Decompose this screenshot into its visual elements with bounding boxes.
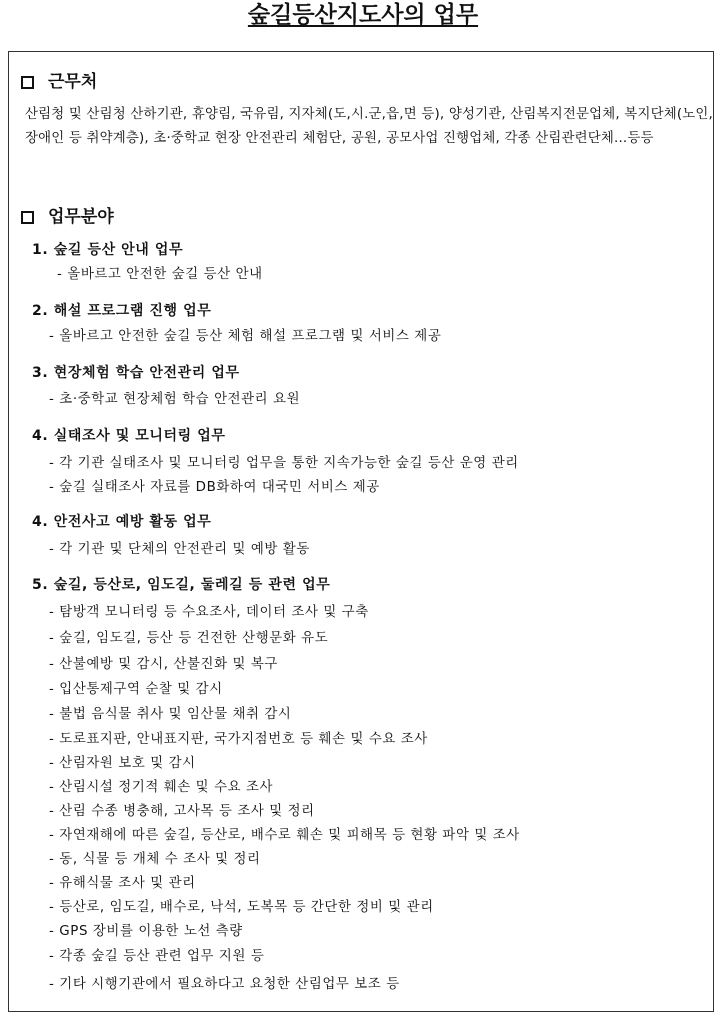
- workplace-heading-text: 근무처: [48, 72, 98, 92]
- duty-list-item: - 탐방객 모니터링 등 수요조사, 데이터 조사 및 구축: [49, 605, 369, 620]
- workplace-text: 산림청 및 산림청 산하기관, 휴양림, 국유림, 지자체(도,시.군,읍,면 등), 양성기관, 산림복지전문업체, 복지단체(노인, 장애인 등 취약계층), 초·중학교 현장 안전관리 체험단, 공원, 공모사업 진행업체, 각종 산림관련단체...등등: [25, 107, 713, 146]
- duty-section-title: 1. 숲길 등산 안내 업무: [32, 242, 184, 258]
- duty-list-item: - 유해식물 조사 및 관리: [49, 876, 196, 891]
- duty-list-item: - 도로표지판, 안내표지판, 국가지점번호 등 훼손 및 수요 조사: [49, 732, 428, 747]
- duties-heading-text: 업무분야: [48, 207, 114, 227]
- content-box: [8, 51, 714, 1012]
- checkbox-square-icon: [21, 211, 34, 224]
- duty-list-item: - 등산로, 임도길, 배수로, 낙석, 도복목 등 간단한 정비 및 관리: [49, 900, 434, 915]
- duty-section-title: 2. 해설 프로그램 진행 업무: [32, 303, 212, 319]
- duty-list-item: - 입산통제구역 순찰 및 감시: [49, 682, 223, 697]
- duty-list-item: - 기타 시행기관에서 필요하다고 요청한 산림업무 보조 등: [49, 977, 400, 992]
- duty-list-item: - 각종 숲길 등산 관련 업무 지원 등: [49, 949, 265, 964]
- duty-list-item: - 산불예방 및 감시, 산불진화 및 복구: [49, 657, 278, 672]
- checkbox-square-icon: [21, 76, 34, 89]
- duty-section-title: 4. 실태조사 및 모니터링 업무: [32, 428, 226, 444]
- duty-list-item: - GPS 장비를 이용한 노선 측량: [49, 924, 243, 939]
- duty-section-title: 3. 현장체험 학습 안전관리 업무: [32, 365, 240, 381]
- duty-list-item: - 올바르고 안전한 숲길 등산 체험 해설 프로그램 및 서비스 제공: [49, 329, 442, 344]
- duty-list-item: - 산림시설 정기적 훼손 및 수요 조사: [49, 780, 274, 795]
- duty-list-item: - 불법 음식물 취사 및 임산물 채취 감시: [49, 707, 292, 722]
- duty-list-item: - 각 기관 및 단체의 안전관리 및 예방 활동: [49, 542, 310, 557]
- duty-list-item: - 산림자원 보호 및 감시: [49, 756, 196, 771]
- duty-list-item: - 산림 수종 병충해, 고사목 등 조사 및 정리: [49, 804, 315, 819]
- duty-list-item: - 각 기관 실태조사 및 모니터링 업무을 통한 지속가능한 숲길 등산 운영 관리: [49, 456, 519, 471]
- duty-section-title: 5. 숲길, 등산로, 임도길, 둘레길 등 관련 업무: [32, 577, 331, 593]
- duty-list-item: - 숲길, 임도길, 등산 등 건전한 산행문화 유도: [49, 631, 329, 646]
- duty-section-title: 4. 안전사고 예방 활동 업무: [32, 514, 212, 530]
- duty-list-item: - 숲길 실태조사 자료를 DB화하여 대국민 서비스 제공: [49, 480, 380, 495]
- duty-list-item: - 자연재해에 따른 숲길, 등산로, 배수로 훼손 및 피해목 등 현황 파악 및 조사: [49, 828, 520, 843]
- page-title-text: 숲길등산지도사의 업무: [247, 2, 479, 28]
- page-title: [0, 0, 726, 38]
- workplace-heading: [21, 69, 97, 95]
- duty-list-item: - 올바르고 안전한 숲길 등산 안내: [57, 267, 263, 282]
- duties-heading: [21, 204, 114, 230]
- duty-list-item: - 동, 식물 등 개체 수 조사 및 정리: [49, 852, 261, 867]
- duty-list-item: - 초·중학교 현장체험 학습 안전관리 요원: [49, 392, 301, 407]
